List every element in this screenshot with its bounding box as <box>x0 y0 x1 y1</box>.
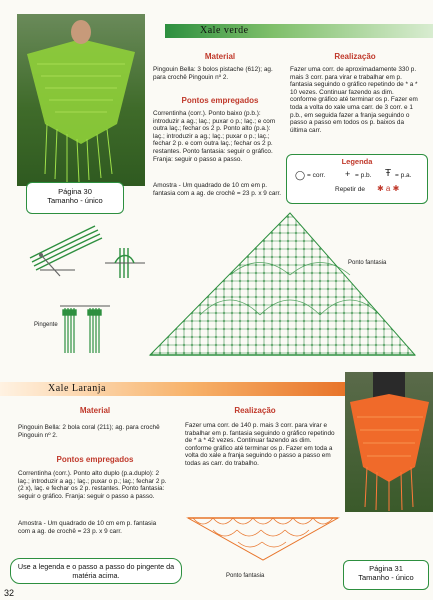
legend-box <box>286 154 428 204</box>
top-stitches-title: Pontos empregados <box>181 96 259 105</box>
bottom-execution-title: Realização <box>234 406 276 415</box>
page-number: 32 <box>4 588 15 598</box>
top-crochet-chart <box>140 205 425 360</box>
top-material-title: Material <box>204 52 236 61</box>
bottom-title: Xale Laranja <box>48 383 106 394</box>
legend-title: Legenda <box>341 157 373 166</box>
pa-symbol-icon: Ŧ <box>385 168 392 179</box>
legend-corr: = corr. <box>307 172 326 179</box>
legend-pb: = p.b. <box>355 172 372 179</box>
top-page-ref-box <box>26 182 124 214</box>
orange-shawl-photo <box>345 372 433 512</box>
legend-note: Use a legenda e o passo a passo do pingente da matéria acima. <box>17 562 175 580</box>
top-material-text: Pingouin Bella: 3 bolos pistache (612); ag. para crochê Pingouin nº 2. <box>153 66 273 81</box>
legend-note-box <box>10 558 182 584</box>
legend-pa: = p.a. <box>395 172 412 179</box>
bottom-page-ref: Página 31 <box>369 564 403 573</box>
bottom-chart-label: Ponto fantasia <box>226 573 265 579</box>
corr-symbol-icon: ◯ <box>295 170 306 180</box>
bottom-material-text: Pingouin Bella: 2 bola coral (211); ag. para crochê Pingouin nº 2. <box>18 424 160 439</box>
top-execution-text: Fazer uma corr. de aproximadamente 330 p. mais 3 corr. para virar e trabalhar em p. fantasia seguindo o gráfico repetindo de * a * 10 vezes. Continuar fazendo as dim. conforme gráfico até terminar os p. Fazer em toda a volta do xale uma carr. de 3 corr. e 1 p.b., em seguida fazer a franja seguindo o passo a passo em todos os p. baixos da última carr. <box>290 66 418 134</box>
bottom-stitches-title: Pontos empregados <box>56 455 134 464</box>
bottom-execution-text: Fazer uma corr. de 140 p. mais 3 corr. para virar e trabalhar em p. fantasia seguindo o gráfico repetindo de * a * 42 vezes. Continuar fazendo as dim. conforme gráfico até terminar os p. Fazer em toda a volta do xale a franja seguindo o passo a passo em todas as carr. do trabalho. <box>185 422 335 467</box>
legend-repeat: Repetir de <box>335 186 365 193</box>
green-shawl-photo <box>17 14 145 186</box>
top-page-ref: Página 30 <box>58 187 92 196</box>
top-size: Tamanho - único <box>47 196 103 205</box>
bottom-page-ref-box <box>343 560 429 590</box>
top-stitches-text: Correntinha (corr.). Ponto baixo (p.b.): introduzir a ag.; laç.; puxar o p.; laç.; e com outra laç.; fechar os 2 p. Ponto alto (p.a.): laç.; introduzir a ag.; laç.; puxar o p.; laç.; fechar 2 p. e com outra laç.; fechar os 2 p. restantes. Ponto fantasia: seguir o gráfico. Franja: seguir o passo a passo. <box>153 110 276 163</box>
top-chart-label: Ponto fantasia <box>348 260 387 266</box>
fringe-label: Pingente <box>34 322 58 328</box>
top-gauge-text: Amostra - Um quadrado de 10 cm em p. fantasia com a ag. de crochê = 23 p. x 9 carr. <box>153 182 282 197</box>
bottom-gauge-text: Amostra - Um quadrado de 10 cm em p. fantasia com a ag. de crochê = 23 p. x 9 carr. <box>18 520 157 535</box>
fringe-steps-illustration <box>20 218 160 363</box>
pb-symbol-icon: + <box>345 169 351 179</box>
top-execution-title: Realização <box>334 52 376 61</box>
bottom-material-title: Material <box>79 406 111 415</box>
top-title: Xale verde <box>200 25 249 36</box>
bottom-crochet-chart <box>183 508 343 568</box>
repeat-asterisk-icon: ✱ a ✱ <box>377 184 400 193</box>
bottom-stitches-text: Correntinha (corr.). Ponto alto duplo (p.a.duplo): 2 laç.; introduzir a ag.; laç.; puxar o p.; laç.; fechar 2 p. (2 x), laç. e fechar os 2 p. restantes. Ponto fantasia: seguir o gráfico. Franja: seguir o passo a passo. <box>18 470 167 500</box>
bottom-size: Tamanho - único <box>358 573 414 582</box>
